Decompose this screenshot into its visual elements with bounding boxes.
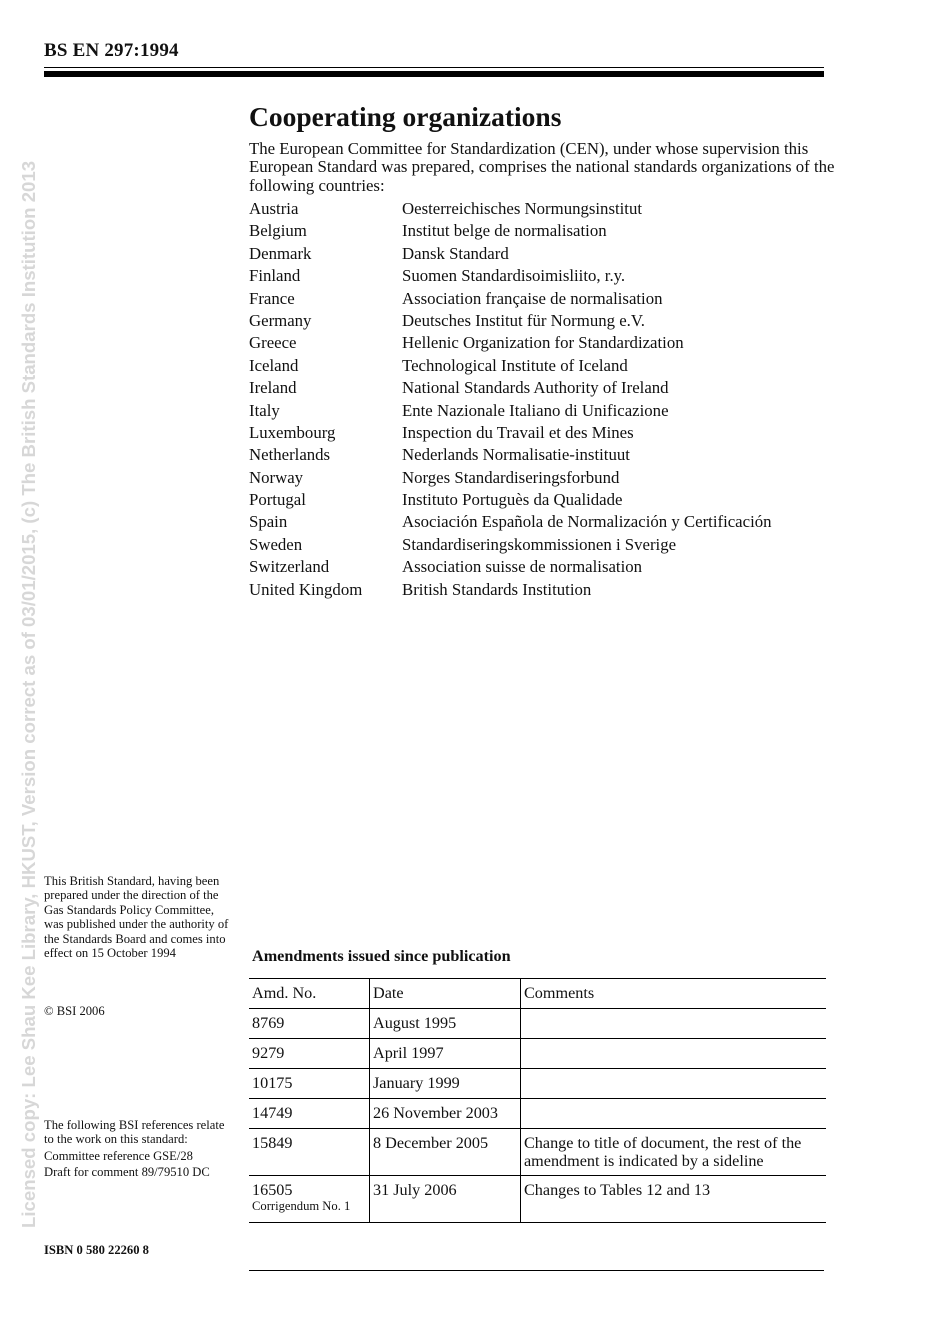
- comments-cell: [521, 1099, 827, 1129]
- list-item: [249, 489, 829, 511]
- organization-name: Association suisse de normalisation: [402, 557, 643, 577]
- country-name: Denmark: [249, 243, 312, 263]
- country-name: Belgium: [249, 221, 307, 241]
- date-cell: 26 November 2003: [370, 1099, 521, 1129]
- date-cell: 8 December 2005: [370, 1129, 521, 1176]
- country-name: Greece: [249, 333, 297, 353]
- list-item: [249, 355, 829, 377]
- organization-name: Dansk Standard: [402, 243, 509, 263]
- comments-cell: [521, 1009, 827, 1039]
- list-item: [249, 579, 829, 601]
- country-name: France: [249, 288, 295, 308]
- list-item: [249, 198, 829, 220]
- amendments-title: Amendments issued since publication: [252, 947, 511, 965]
- table-row: [249, 1069, 826, 1099]
- list-item: [249, 400, 829, 422]
- references-intro: The following BSI references relate to the work on this standard:: [44, 1118, 225, 1147]
- amd-no-cell: 10175: [249, 1069, 370, 1099]
- footer-rule: [249, 1270, 824, 1271]
- organization-name: Norges Standardiseringsforbund: [402, 467, 620, 487]
- country-name: Norway: [249, 467, 304, 487]
- corrigendum-note: Corrigendum No. 1: [252, 1199, 351, 1213]
- header-date: Date: [370, 979, 521, 1009]
- country-name: Portugal: [249, 490, 306, 510]
- country-name: Netherlands: [249, 445, 331, 465]
- intro-paragraph: The European Committee for Standardization (CEN), under whose supervision this European Standard was prepared, comprises the national standards organizations of the following countries:: [249, 139, 835, 195]
- table-row: [249, 1099, 826, 1129]
- date-cell: January 1999: [370, 1069, 521, 1099]
- organization-name: Hellenic Organization for Standardization: [402, 333, 684, 353]
- organization-name: Inspection du Travail et des Mines: [402, 422, 634, 442]
- table-header-row: [249, 979, 826, 1009]
- organization-name: Oesterreichisches Normungsinstitut: [402, 199, 643, 218]
- country-name: United Kingdom: [249, 579, 363, 599]
- draft-reference: Draft for comment 89/79510 DC: [44, 1165, 210, 1180]
- organization-name: Suomen Standardisoimisliito, r.y.: [402, 266, 626, 286]
- amd-no-cell: 9279: [249, 1039, 370, 1069]
- country-name: Sweden: [249, 534, 303, 554]
- list-item: [249, 243, 829, 265]
- amd-no-cell: 15849: [249, 1129, 370, 1176]
- list-item: [249, 265, 829, 287]
- organization-name: Ente Nazionale Italiano di Unificazione: [402, 400, 669, 420]
- list-item: [249, 422, 829, 444]
- table-row: [249, 1176, 826, 1223]
- country-name: Ireland: [249, 378, 297, 398]
- organization-name: Nederlands Normalisatie-instituut: [402, 445, 630, 465]
- country-name: Spain: [249, 512, 288, 532]
- header-rule-thin: [44, 67, 824, 68]
- committee-reference: Committee reference GSE/28: [44, 1148, 193, 1163]
- list-item: [249, 220, 829, 242]
- isbn: ISBN 0 580 22260 8: [44, 1243, 149, 1257]
- organization-name: Standardiseringskommissionen i Sverige: [402, 534, 677, 554]
- country-name: Iceland: [249, 355, 299, 375]
- header-amd-no: Amd. No.: [249, 979, 370, 1009]
- organization-name: Technological Institute of Iceland: [402, 355, 628, 375]
- amd-no-cell: 14749: [249, 1099, 370, 1129]
- comments-cell: Changes to Tables 12 and 13: [521, 1176, 827, 1223]
- amd-no-cell: 8769: [249, 1009, 370, 1039]
- organization-name: Institut belge de normalisation: [402, 221, 607, 241]
- organization-name: Association française de normalisation: [402, 288, 663, 308]
- date-cell: April 1997: [370, 1039, 521, 1069]
- comments-cell: [521, 1069, 827, 1099]
- date-cell: 31 July 2006: [370, 1176, 521, 1223]
- comments-cell: Change to title of document, the rest of the amendment is indicated by a sideline: [521, 1129, 827, 1176]
- page-title: Cooperating organizations: [249, 101, 562, 132]
- list-item: [249, 288, 829, 310]
- table-row: [249, 1129, 826, 1176]
- amd-no-cell: [249, 1176, 370, 1223]
- list-item: [249, 332, 829, 354]
- header-rule-thick: [44, 71, 824, 77]
- organization-name: Instituto Portuguès da Qualidade: [402, 490, 623, 510]
- country-name: Italy: [249, 400, 280, 420]
- list-item: [249, 377, 829, 399]
- list-item: [249, 444, 829, 466]
- bsi-references: [44, 1118, 236, 1180]
- amd-no-value: 16505: [252, 1181, 293, 1199]
- country-name: Germany: [249, 310, 312, 330]
- list-item: [249, 534, 829, 556]
- header-comments: Comments: [521, 979, 827, 1009]
- organizations-list: [249, 198, 829, 601]
- organization-name: Deutsches Institut für Normung e.V.: [402, 310, 645, 330]
- list-item: [249, 511, 829, 533]
- organization-name: National Standards Authority of Ireland: [402, 378, 669, 398]
- organization-name: British Standards Institution: [402, 579, 592, 599]
- country-name: Finland: [249, 266, 301, 286]
- table-row: [249, 1039, 826, 1069]
- list-item: [249, 310, 829, 332]
- list-item: [249, 467, 829, 489]
- date-cell: August 1995: [370, 1009, 521, 1039]
- country-name: Austria: [249, 199, 299, 218]
- publication-note: This British Standard, having been prepared under the direction of the Gas Standards Policy Committee, was published under the authority of the Standards Board and comes into effect on 15 October 1994: [44, 874, 229, 961]
- country-name: Switzerland: [249, 557, 330, 577]
- table-row: [249, 1009, 826, 1039]
- organization-name: Asociación Española de Normalización y Certificación: [402, 512, 772, 532]
- list-item: [249, 556, 829, 578]
- standard-code: BS EN 297:1994: [44, 40, 179, 61]
- comments-cell: [521, 1039, 827, 1069]
- copyright-note: © BSI 2006: [44, 1004, 105, 1018]
- amendments-table: [249, 978, 826, 1223]
- license-watermark: Licensed copy: Lee Shau Kee Library, HKUST, Version correct as of 03/01/2015, (c) The British Standards Institution 2013: [18, 160, 39, 1228]
- country-name: Luxembourg: [249, 422, 336, 442]
